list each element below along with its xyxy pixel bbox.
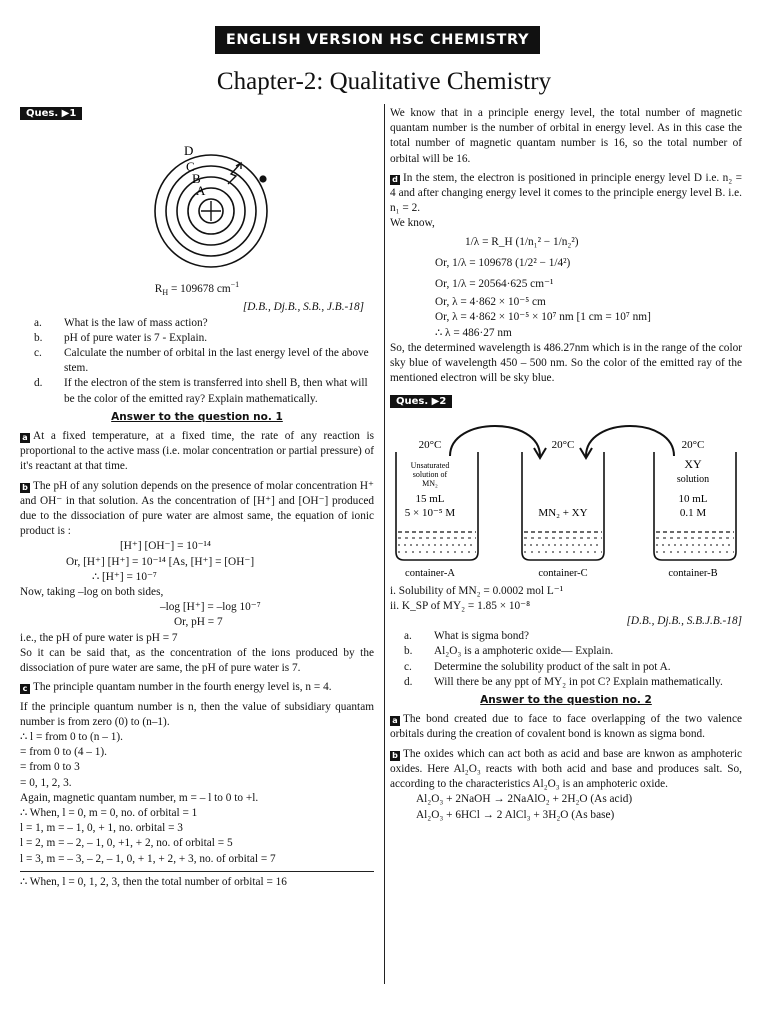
shell-label-b: B [192, 171, 201, 187]
label-container-a: container-A [405, 567, 455, 579]
formula-2: Or, 1/λ = 109678 (1/2² − 1/4²) [435, 256, 571, 269]
b-line2: solution [676, 473, 710, 485]
containers-diagram [390, 410, 742, 580]
q2-sub-d: d. Will there be any ppt of MY₂ in pot C? Explain mathematically. [404, 675, 723, 688]
answer-1c-l5: Again, magnetic quantam number, m = – l to 0 to +l. [20, 791, 259, 804]
answer-1a: a At a fixed temperature, at a fixed time, the rate of any reaction is proportional to the active mass (i.e. molar concentration or partial pressure) of it's reactant at that time. [20, 430, 374, 473]
formula-3: Or, 1/λ = 20564·625 cm⁻¹ [435, 278, 554, 291]
atom-shell-diagram [20, 121, 374, 271]
formula-1: 1/λ = R_H (1/n₁² − 1/n₂²) [465, 235, 579, 248]
temp-c: 20°C [551, 438, 575, 451]
answer-1c-final: ∴ When, l = 0, 1, 2, 3, then the total number of orbital = 16 [20, 871, 374, 890]
b-line1: XY [684, 456, 702, 471]
eq-1b-now: Now, taking –log on both sides, [20, 586, 164, 599]
eq-1b-2: Or, [H⁺] [H⁺] = 10⁻¹⁴ [As, [H⁺] = [OH⁻] [66, 555, 255, 568]
badge-b: b [20, 483, 30, 493]
temp-a: 20°C [418, 438, 442, 451]
reaction-1: Al₂O₃ + 2NaOH → 2NaAlO₂ + 2H₂O (As acid) [416, 793, 633, 806]
answer-1c-l4: = 0, 1, 2, 3. [20, 776, 72, 789]
badge-a: a [20, 433, 30, 443]
temp-b: 20°C [681, 438, 705, 451]
a-line3: MN₂ [422, 478, 438, 488]
answer-1c-l6: ∴ When, l = 0, m = 0, no. of orbital = 1 [20, 806, 198, 819]
a-volume: 15 mL [415, 492, 445, 505]
q2-info-ii: ii. K_SP of MY₂ = 1.85 × 10⁻⁸ [390, 599, 531, 612]
a-concentration: 5 × 10⁻⁵ M [404, 506, 456, 519]
column-divider [384, 104, 385, 984]
answer-1c-l1: ∴ l = from 0 to (n – 1). [20, 730, 123, 743]
shell-label-a: A [196, 183, 206, 199]
answer-1b-conclusion: So it can be said that, as the concentration of the ions produced by the dissociation of pure water are same, the pH of pure water is 7. [20, 646, 374, 675]
q2-sub-c: c. Determine the solubility product of the salt in pot A. [404, 660, 671, 673]
answer-1c-l8: l = 2, m = – 2, – 1, 0, +1, + 2, no. of orbital = 5 [20, 837, 233, 850]
formula-6: ∴ λ = 486·27 nm [435, 326, 512, 339]
answer-1c-2: If the principle quantum number is n, then the value of subsidiary quantam number is from zero (0) to (n–1). [20, 700, 374, 728]
eq-1b-5: Or, pH = 7 [174, 616, 223, 629]
a-line2: solution of [412, 469, 448, 479]
q2-sub-a: a. What is sigma bond? [404, 630, 530, 643]
eq-1b-3: ∴ [H⁺] = 10⁻⁷ [92, 570, 157, 583]
eq-1b-4: –log [H⁺] = –log 10⁻⁷ [160, 601, 261, 614]
header-banner: ENGLISH VERSION HSC CHEMISTRY [215, 26, 540, 54]
q2-info-i: i. Solubility of MN₂ = 0.0002 mol L⁻¹ [390, 584, 564, 597]
badge-d: d [390, 175, 400, 185]
right-column [390, 106, 742, 823]
eq-1b-ie: i.e., the pH of pure water is pH = 7 [20, 631, 178, 644]
a-line1: Unsaturated [410, 460, 450, 470]
q1-sub-c: c. Calculate the number of orbital in the last energy level of the above stem. [34, 347, 369, 375]
answer-1c-l3: = from 0 to 3 [20, 761, 80, 774]
answer-2a: a The bond created due to face to face overlapping of the two valence orbitals during the creation of covalent bond is known as sigma bond. [390, 713, 742, 741]
answer-1c-l9: l = 3, m = – 3, – 2, – 1, 0, + 1, + 2, + 3, no. of orbital = 7 [20, 852, 276, 865]
question-tag-2: Ques. ▶2 [390, 395, 452, 408]
source-1: [D.B., Dj.B., S.B., J.B.-18] [242, 301, 364, 314]
b-volume: 10 mL [678, 492, 708, 505]
badge-2b: b [390, 751, 400, 761]
answer-1c-l2: = from 0 to (4 – 1). [20, 746, 108, 759]
label-container-c: container-C [538, 567, 588, 579]
answer-2b: b The oxides which can act both as acid and base are knwon as amphoteric oxides. Here Al₂O₃ reacts with both acid and base and produces salt. So, according to the characteristics Al₂O₃ is an amphoteric oxide. [390, 747, 742, 791]
answer-1d: d In the stem, the electron is positioned in principle energy level D i.e. n₂ = 4 and after changing energy level it comes to the principle energy level B. i.e. n₁ = 2. [390, 171, 742, 215]
answer-heading-1: Answer to the question no. 1 [111, 410, 283, 423]
reaction-2: Al₂O₃ + 6HCl → 2 AlCl₃ + 3H₂O (As base) [416, 808, 615, 821]
source-2: [D.B., Dj.B., S.B.J.B.-18] [626, 615, 742, 628]
formula-5: Or, λ = 4·862 × 10⁻⁵ × 10⁷ nm [1 cm = 10⁷ nm] [435, 311, 651, 324]
left-column [20, 106, 374, 890]
q1-sub-b: b. pH of pure water is 7 - Explain. [34, 331, 208, 344]
b-concentration: 0.1 M [679, 506, 707, 519]
answer-1c: c The principle quantam number in the fourth energy level is, n = 4. [20, 680, 374, 695]
answer-1d-conclusion: So, the determined wavelength is 486.27nm which is in the range of the color sky blue of wavelength 450 – 500 nm. So the color of the emitted ray of the mentioned electron will be sky blue. [390, 341, 742, 385]
we-know: We know, [390, 217, 435, 230]
formula-4: Or, λ = 4·862 × 10⁻⁵ cm [435, 296, 546, 309]
c-content: MN₂ + XY [538, 506, 588, 519]
question-tag-1: Ques. ▶1 [20, 107, 82, 120]
shell-label-d: D [184, 143, 194, 159]
answer-1c-continued: We know that in a principle energy level, the total number of magnetic quantam number is the number of orbital in energy level. As in this case the total number of magnetic quantam number is 16, so the total number of orbital will be 16. [390, 107, 742, 165]
answer-heading-2: Answer to the question no. 2 [480, 694, 652, 707]
answer-1b: b The pH of any solution depends on the presence of molar concentration H⁺ and OH⁻ in that solution. As the concentration of [H⁺] and [OH⁻] produced due to the dissociation of pure water are almost same, the equation of ionic product is : [20, 479, 374, 538]
q2-sub-b: b. Al₂O₃ is a amphoteric oxide— Explain. [404, 645, 614, 658]
shell-label-c: C [186, 159, 195, 175]
eq-1b-1: [H⁺] [OH⁻] = 10⁻¹⁴ [120, 540, 211, 553]
answer-1c-l7: l = 1, m = – 1, 0, + 1, no. orbital = 3 [20, 822, 183, 835]
badge-2a: a [390, 716, 400, 726]
label-container-b: container-B [668, 567, 718, 579]
q1-sub-a: a. What is the law of mass action? [34, 316, 208, 329]
chapter-title: Chapter-2: Qualitative Chemistry [216, 68, 552, 95]
rydberg-constant: $R_H = 109678$ $cm^{-1}$ [154, 280, 240, 298]
badge-c: c [20, 684, 30, 694]
q1-sub-d: d. If the electron of the stem is transferred into shell B, then what will be the color of the emitted ray? Explain mathematically. [34, 377, 368, 405]
